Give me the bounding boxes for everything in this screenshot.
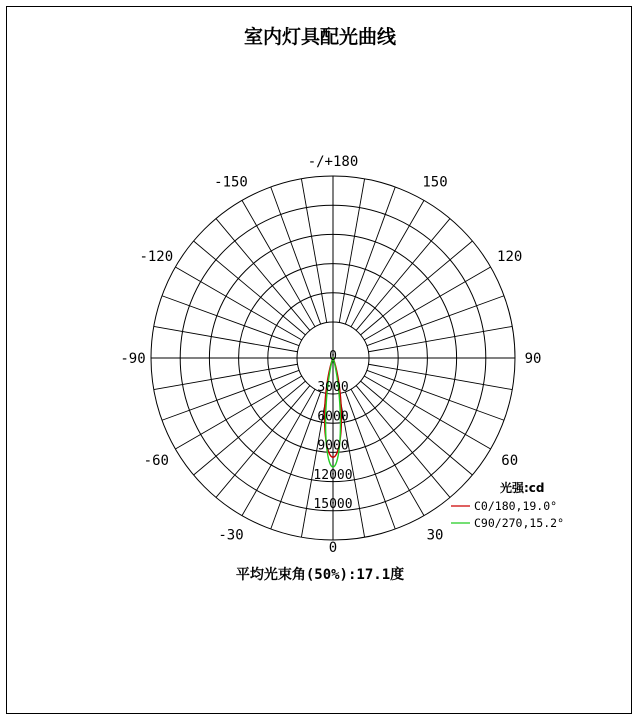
grid-spoke (345, 392, 395, 529)
radial-label: 12000 (313, 467, 353, 483)
grid-spoke (368, 326, 512, 351)
grid-spoke (194, 381, 306, 475)
radial-label: 9000 (317, 438, 349, 454)
angle-label: 0 (328, 540, 338, 556)
angle-label: -150 (214, 174, 248, 191)
grid-spoke (216, 386, 310, 498)
grid-spoke (367, 296, 504, 346)
grid-spoke (339, 179, 364, 323)
grid-spoke (345, 187, 395, 324)
radial-label: 3000 (317, 380, 349, 396)
angle-label: -30 (218, 527, 244, 544)
angle-label: 30 (426, 527, 444, 544)
grid-spoke (154, 326, 298, 351)
grid-spoke (361, 241, 473, 335)
angle-label: -120 (139, 249, 174, 265)
grid-spoke (356, 386, 450, 498)
grid-spoke (361, 381, 473, 475)
legend-entry: C90/270,15.2° (474, 516, 565, 530)
angle-label: 120 (497, 249, 523, 265)
grid-spoke (216, 219, 310, 331)
radial-label: 6000 (317, 409, 349, 425)
grid-spoke (154, 364, 298, 389)
grid-spoke (162, 370, 299, 420)
grid-spoke (194, 241, 306, 335)
grid-spoke (356, 219, 450, 331)
legend-entry: C0/180,19.0° (474, 499, 558, 513)
grid-spoke (301, 179, 326, 323)
angle-label: -90 (120, 351, 146, 367)
angle-label: -/+180 (307, 154, 359, 170)
angle-label: 150 (422, 174, 448, 191)
angle-label: 60 (501, 453, 519, 469)
angle-label: -60 (143, 453, 169, 469)
grid-spoke (162, 296, 299, 346)
legend-title: 光强:cd (500, 481, 545, 495)
grid-spoke (368, 364, 512, 389)
radial-label: 15000 (313, 497, 353, 512)
angle-label: 90 (524, 351, 542, 367)
chart-title: 室内灯具配光曲线 (243, 26, 396, 48)
beam-angle-text: 平均光束角(50%):17.1度 (235, 567, 405, 583)
grid-spoke (271, 187, 321, 324)
radial-label: 0 (329, 349, 337, 364)
grid-spoke (367, 370, 504, 420)
